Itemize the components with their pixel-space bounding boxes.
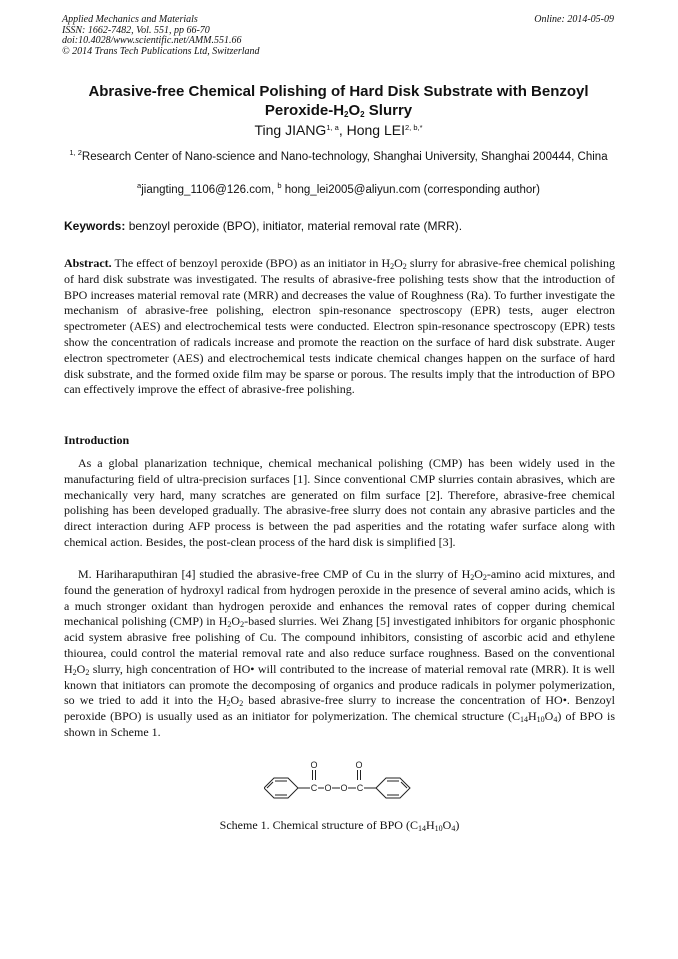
intro-paragraph-1: As a global planarization technique, chemical mechanical polishing (CMP) has been widely used in the manufacturing field of ultra-precision surfaces [1]. Since conventional CMP slurries contain abrasives, which are mechanically very hard, many scratches are generated on film surface [2]. Therefore, abrasive-free chemical polishing has been developed gradually. The abrasive-free slurry does not contain any abrasive particles and the direct interaction during AFP process is between the pad asperities and the rotating wafer surface along with chemical action. Besides, the post-clean process of the hard disk is simplified [3].	[64, 456, 615, 549]
doi-line: doi:10.4028/www.scientific.net/AMM.551.66	[62, 35, 242, 46]
issn-line: ISSN: 1662-7482, Vol. 551, pp 66-70	[62, 24, 210, 36]
scheme-caption: Scheme 1. Chemical structure of BPO $(C_{14}H_{10}O_4)$	[219, 818, 460, 833]
atom-label: C	[356, 783, 364, 793]
keywords: Keywords: benzoyl peroxide (BPO), initiator, material removal rate (MRR).	[64, 219, 463, 233]
abstract: Abstract. The effect of benzoyl peroxide (BPO) as an initiator in $H_2O_2$ slurry for abrasive-free chemical polishing of hard disk substrate was investigated. The results of abrasive-free polishing tests show that the introduction of BPO increases material removal rate (MRR) and decreases the value of Roughness (Ra). To further investigate the mechanism of abrasive-free polishing, electron spin-resonance spectroscopy (EPR) tests, auger electron spectrometer (AES) and electrochemical tests were conducted. Electron spin-resonance spectroscopy (EPR) tests show the concentration of radicals increase and promote the reaction on the surface of hard disk substrate. Auger electron spectrometer (AES) and electrochemical tests indicate chemical changes happen on the surface of hard disk substrate, and the formed oxide film may be sparse or porous. The results imply that the introduction of BPO can effectively improve the effect of abrasive-free polishing.	[64, 256, 615, 397]
journal-name: Applied Mechanics and Materials	[62, 14, 198, 25]
keywords-label: Keywords:	[64, 219, 126, 233]
author-list: Ting JIANG$^{1, a}$, Hong $LEI^{2, b,*}$	[254, 122, 423, 138]
paper-title: Abrasive-free Chemical Polishing of Hard Disk Substrate with Benzoyl Peroxide-$H_2O_2$ Slurry	[88, 83, 589, 119]
atom-label: O	[310, 760, 318, 770]
online-date: Online: 2014-05-09	[534, 14, 614, 25]
author-2: Hong LEI	[346, 122, 405, 138]
atom-label: O	[324, 783, 332, 793]
affiliation: $^{1, 2}$Research Center of Nano-science and Nano-technology, Shanghai University, Shanghai 200444, China	[69, 148, 608, 163]
bpo-structure-diagram	[264, 758, 414, 804]
copyright-line: © 2014 Trans Tech Publications Ltd, Switzerland	[62, 45, 260, 57]
atom-label: O	[340, 783, 348, 793]
abstract-label: Abstract.	[64, 256, 112, 270]
journal-header	[62, 15, 260, 57]
atom-label: O	[355, 760, 363, 770]
atom-label: C	[310, 783, 318, 793]
intro-paragraph-2: M. Hariharaputhiran [4] studied the abrasive-free CMP of Cu in the slurry of $H_2O_2$-amino acid mixtures, and found the generation of hydroxyl radical from hydrogen peroxide in the presence of several amino acids, which is a much stronger oxidant than hydrogen peroxide and enhances the removal rates of copper during chemical mechanical polishing (CMP) in $H_2O_2$-based slurries. Wei Zhang [5] investigated inhibitors for organic phosphonic acid system abrasive free polishing of Cu. The compound inhibitors, consisting of ascorbic acid and ethylene thiourea, could control the material removal rate and also reduce surface roughness. Based on the conventional $H_2O_2$ slurry, high concentration of HO• will contributed to the increase of material removal rate (MRR). It is well known that initiators can promote the decomposing of organics and produce radicals in polymer polymerization, so we tried to add it into the $H_2O_2$ based abrasive-free slurry to increase the concentration of HO•. Benzoyl peroxide (BPO) is usually used as an initiator for polymerization. The chemical structure $(C_{14}H_{10}O_4)$ of BPO is shown in Scheme 1.	[64, 567, 615, 739]
author-1: Ting JIANG	[254, 122, 327, 138]
author-emails: $^a$jiangting_1106@126.com, $^b$ hong_lei2005@aliyun.com (corresponding author)	[137, 181, 540, 196]
section-heading-introduction: Introduction	[64, 433, 130, 447]
